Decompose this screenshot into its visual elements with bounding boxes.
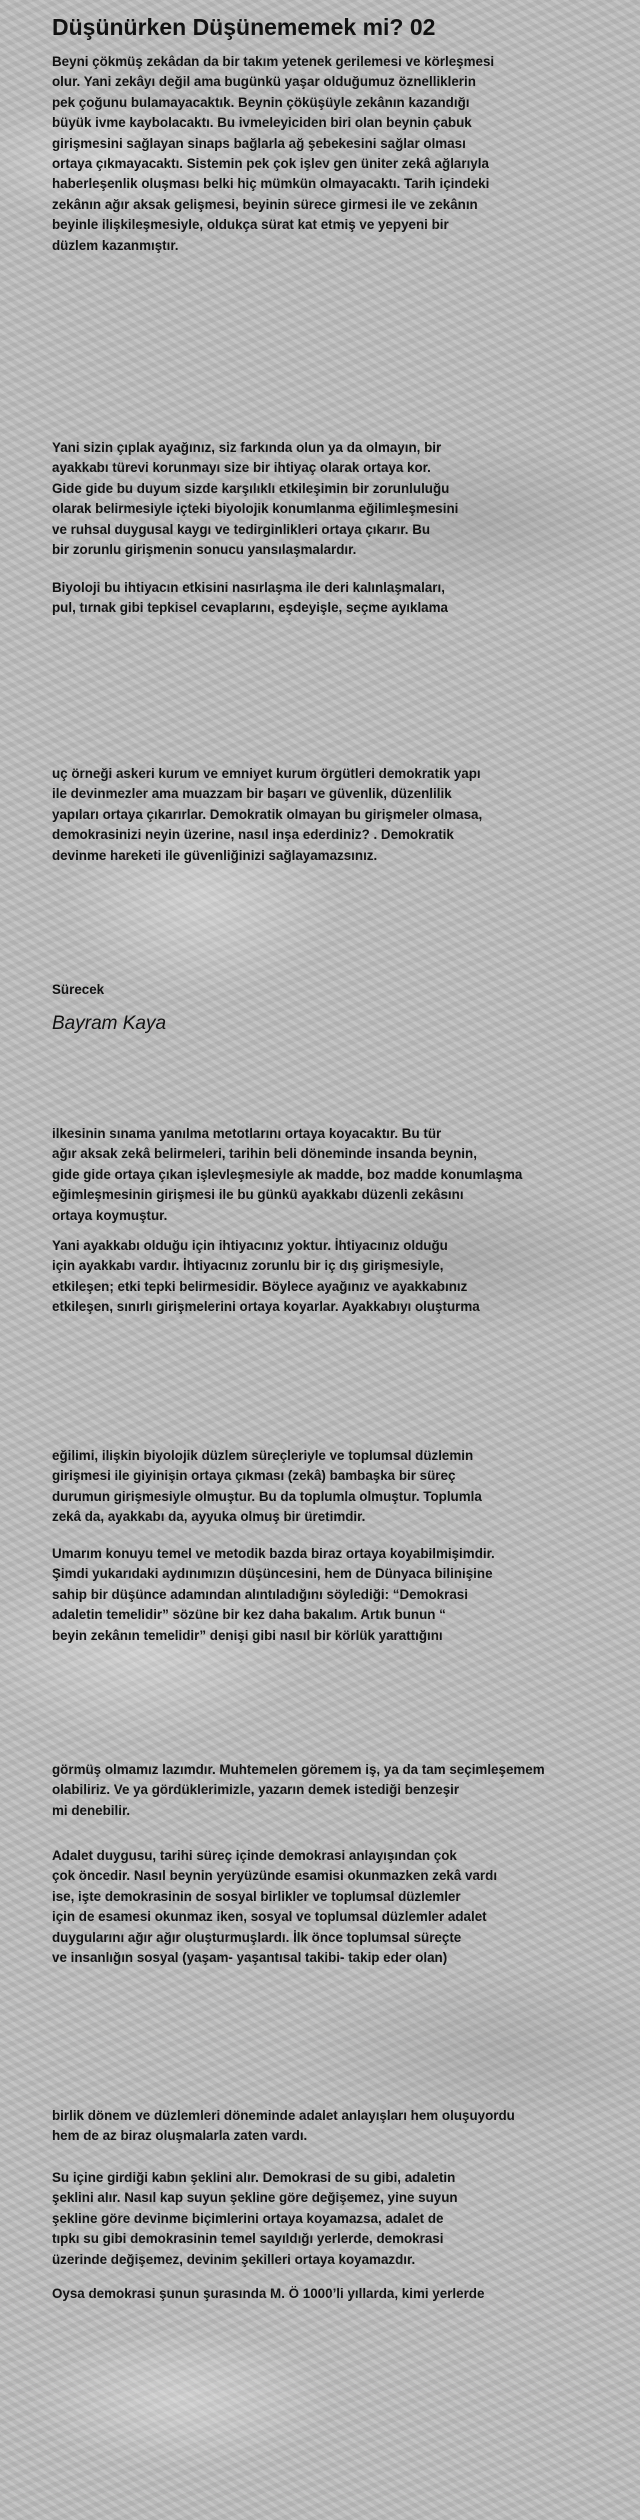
text-line: eğimleşmesinin girişmesi ile bu günkü ayakkabı düzenli zekâsını [52, 1187, 464, 1203]
paragraph-4 [52, 764, 640, 866]
text-line: pek çoğunu bulamayacaktık. Beynin çöküşüyle zekânın kazandığı [52, 94, 470, 110]
text-line: sahip bir düşünce adamından alıntıladığını söylediği: “Demokrasi [52, 1586, 468, 1602]
paragraph-10 [52, 1846, 640, 1968]
text-line: Şimdi yukarıdaki aydınımızın düşüncesini, hem de Dünyaca bilinişine [52, 1566, 493, 1582]
text-line: ile devinmezler ama muazzam bir başarı ve güvenlik, düzenlilik [52, 786, 452, 802]
text-line: adaletin temelidir” sözüne bir kez daha bakalım. Artık bunun “ [52, 1607, 446, 1623]
article-title: Düşünürken Düşünememek mi? 02 [52, 14, 436, 40]
text-line: büyük ivme kaybolacaktı. Bu ivmeleyiciden biri olan beynin çabuk [52, 115, 472, 131]
text-line: hem de az biraz oluşmalarla zaten vardı. [52, 2128, 308, 2144]
paragraph-2 [52, 438, 640, 560]
text-line: olur. Yani zekâyı değil ama bugünkü yaşar olduğumuz öznelliklerin [52, 74, 476, 90]
text-line: ve ruhsal duygusal kaygı ve tedirginlikleri ortaya çıkarır. Bu [52, 521, 431, 537]
text-line: görmüş olmamız lazımdır. Muhtemelen göremem iş, ya da tam seçimleşemem [52, 1762, 545, 1777]
paragraph-5 [52, 1124, 640, 1226]
text-line: duygularını ağır ağır oluşturmuşlardı. İlk önce toplumsal süreçte [52, 1929, 462, 1945]
text-line: bir zorunlu girişmenin sonucu yansılaşmalardır. [52, 542, 357, 558]
paragraph-3 [52, 578, 640, 619]
text-line: durumun girişmesiyle olmuştur. Bu da toplumla olmuştur. Toplumla [52, 1488, 482, 1504]
text-line: demokrasinizi neyin üzerine, nasıl inşa ederdiniz? . Demokratik [52, 827, 454, 843]
text-line: için de esamesi okunmaz iken, sosyal ve toplumsal düzlemler adalet [52, 1909, 487, 1925]
text-line: için ayakkabı vardır. İhtiyacınız zorunlu bir iç dış girişmesiyle, [52, 1258, 444, 1274]
text-line: Adalet duygusu, tarihi süreç içinde demokrasi anlayışından çok [52, 1848, 457, 1863]
text-line: Gide gide bu duyum sizde karşılıklı etkileşimin bir zorunluluğu [52, 480, 450, 496]
text-line: ağır aksak zekâ belirmeleri, tarihin beli döneminde insanda beynin, [52, 1146, 477, 1162]
text-line: çok öncedir. Nasıl beynin yeryüzünde esamisi okunmazken zekâ vardı [52, 1868, 498, 1884]
text-line: birlik dönem ve düzlemleri döneminde adalet anlayışları hem oluşuyordu [52, 2108, 515, 2123]
paragraph-9 [52, 1760, 640, 1821]
text-line: Su içine girdiği kabın şeklini alır. Demokrasi de su gibi, adaletin [52, 2170, 456, 2185]
text-line: üzerinde değişemez, devinim şekilleri ortaya koyamazdır. [52, 2251, 416, 2267]
text-line: beyinle ilişkileşmesiyle, oldukça sürat kat etmiş ve yepyeni bir [52, 217, 449, 233]
author-name: Bayram Kaya [52, 1013, 167, 1034]
text-line: olarak belirmesiyle içteki biyolojik konumlanma eğilimleşmesini [52, 501, 459, 517]
text-line: yapıları ortaya çıkarırlar. Demokratik olmayan bu girişmeler olmasa, [52, 806, 483, 822]
text-line: uç örneği askeri kurum ve emniyet kurum örgütleri demokratik yapı [52, 766, 481, 781]
text-line: haberleşenlik oluşması belki hiç mümkün olmayacaktı. Tarih içindeki [52, 176, 490, 192]
text-line: mi denebilir. [52, 1802, 131, 1818]
text-line: etkileşen, sınırlı girişmelerini ortaya koyarlar. Ayakkabıyı oluşturma [52, 1299, 480, 1315]
paragraph-13 [52, 2284, 640, 2304]
text-line: Yani sizin çıplak ayağınız, siz farkında olun ya da olmayın, bir [52, 440, 442, 455]
text-line: devinme hareketi ile güvenliğinizi sağlayamazsınız. [52, 847, 378, 863]
paragraph-8 [52, 1544, 640, 1646]
text-line: Yani ayakkabı olduğu için ihtiyacınız yoktur. İhtiyacınız olduğu [52, 1238, 448, 1253]
paragraph-12 [52, 2168, 640, 2270]
text-line: ve insanlığın sosyal (yaşam- yaşantısal takibi- takip eder olan) [52, 1950, 448, 1966]
text-line: beyin zekânın temelidir” denişi gibi nasıl bir körlük yarattığını [52, 1627, 443, 1643]
text-line: girişmesini sağlayan sinaps bağlarla ağ şebekesini sağlar olması [52, 135, 466, 151]
paragraph-11 [52, 2106, 640, 2147]
text-line: ayakkabı türevi korunmayı size bir ihtiyaç olarak ortaya kor. [52, 460, 431, 476]
paragraph-1 [52, 52, 640, 256]
text-line: ortaya çıkmayacaktı. Sistemin pek çok işlev gen üniter zekâ ağlarıyla [52, 156, 489, 172]
text-line: Biyoloji bu ihtiyacın etkisini nasırlaşma ile deri kalınlaşmaları, [52, 580, 445, 595]
text-line: gide gide ortaya çıkan işlevleşmesiyle ak madde, boz madde konumlaşma [52, 1166, 523, 1182]
text-line: Beyni çökmüş zekâdan da bir takım yetenek gerilemesi ve körleşmesi [52, 54, 495, 69]
text-line: Umarım konuyu temel ve metodik bazda biraz ortaya koyabilmişimdir. [52, 1546, 495, 1561]
text-line: eğilimi, ilişkin biyolojik düzlem süreçleriyle ve toplumsal düzlemin [52, 1448, 474, 1463]
text-line: ortaya koymuştur. [52, 1207, 168, 1223]
paragraph-6 [52, 1236, 640, 1318]
text-line: Oysa demokrasi şunun şurasında M. Ö 1000’li yıllarda, kimi yerlerde [52, 2286, 485, 2301]
text-line: etkileşen; etki tepki belirmesidir. Böylece ayağınız ve ayakkabınız [52, 1278, 468, 1294]
text-line: ise, işte demokrasinin de sosyal birlikler ve toplumsal düzlemler [52, 1888, 461, 1904]
text-line: şeklini alır. Nasıl kap suyun şekline göre değişemez, yine suyun [52, 2190, 458, 2206]
paragraph-7 [52, 1446, 640, 1528]
text-line: zekânın ağır aksak gelişmesi, beyinin sürece girmesi ile ve zekânın [52, 196, 478, 212]
text-line: şekline göre devinme biçimlerini ortaya koyamazsa, adalet de [52, 2210, 444, 2226]
text-line: olabiliriz. Ve ya gördüklerimizle, yazarın demek istediği benzeşir [52, 1782, 460, 1798]
text-line: düzlem kazanmıştır. [52, 237, 179, 253]
text-line: tıpkı su gibi demokrasinin temel sayıldığı yerlerde, demokrasi [52, 2231, 444, 2247]
text-line: zekâ da, ayakkabı da, ayyuka olmuş bir üretimdir. [52, 1509, 366, 1525]
text-line: ilkesinin sınama yanılma metotlarını ortaya koyacaktır. Bu tür [52, 1126, 442, 1141]
continued-label: Sürecek [52, 982, 105, 997]
text-line: pul, tırnak gibi tepkisel cevaplarını, eşdeyişle, seçme ayıklama [52, 600, 448, 616]
text-line: girişmesi ile giyinişin ortaya çıkması (zekâ) bambaşka bir süreç [52, 1468, 456, 1484]
